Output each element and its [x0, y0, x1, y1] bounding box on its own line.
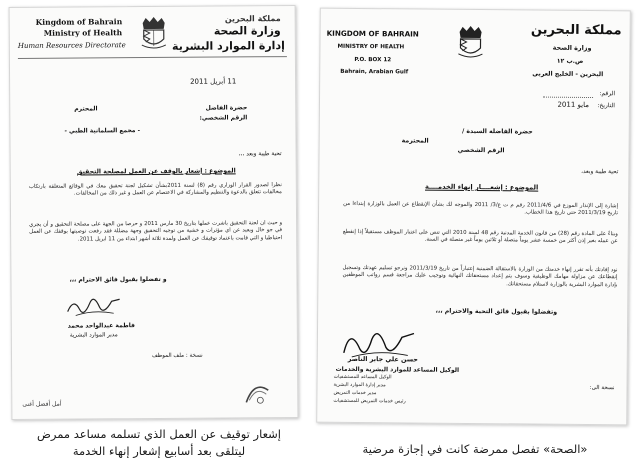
header-ar-line3: ص.ب ١٢: [556, 57, 584, 65]
ref-label: الرقم:: [599, 90, 616, 98]
cc-line: نسخة : ملف الموظف: [151, 352, 203, 360]
addressee-institution: - مجمع السلمانية الطبي -: [64, 127, 141, 135]
header-en-line1: KINGDOM OF BAHRAIN: [326, 28, 419, 39]
body-paragraph-2: وبناءً على المادة رقم (28) من قانون الخدمة المدنية رقم 48 لسنة 2010 التي تنص على اعتبار الموظف مستقيلاً إذا إنقطع عن عمله بغير إذن أكثر من خمسة عشر يوماً متصلة أو ثلاثين يوماً غير متصلة في السنة.: [342, 228, 618, 245]
bahrain-emblem-icon: [456, 24, 484, 60]
cc-item: مدير خدمات التمريض: [333, 390, 377, 397]
suspension-notice-letter: [9, 5, 299, 420]
addressee-honorific: حضرة الفاضلة السيدة /: [461, 127, 533, 136]
addressee-honorific: حضرة الفاضل: [205, 104, 248, 112]
subject-line: الموضوع : إشعــــار إنهاء الخدمــــة: [425, 182, 539, 192]
header-ar-line3: إدارة الموارد البشرية: [171, 39, 285, 53]
body-paragraph-2: و حيث ان لجنة التحقيق باشرت عملها بتاريخ 30 مارس 2011 و حرصا من الجهة على مصلحة التحقيق و أن يجري في جو خال وبعيد عن اي مؤثرات و خشية من توجيه التحقيق وجهة مضللة فقد رفعت توصيتها بوقفك عن العمل احتياطيا و التي قامت باعتماد توقيفك عن العمل ولمدة ثلاثة أشهر ابتداء من 11 ابريل 2011.: [29, 220, 283, 243]
header-en-line2: MINISTRY OF HEALTH: [337, 43, 405, 51]
header-ar-line1: مملكة البحرين: [530, 22, 622, 39]
caption-left-line2: ليتلقى بعد أسابيع إشعار إنهاء الخدمة: [72, 444, 246, 458]
header-ar-line4: البحرين - الخليج العربي: [532, 70, 604, 79]
addressee-personal-no: الرقم الشخصي: [457, 146, 505, 155]
header-en-line4: Bahrain, Arabian Gulf: [340, 68, 409, 76]
greeting: تحية طيبة وبعد،: [581, 168, 619, 176]
body-paragraph-1: نظرا لصدور القرار الوزاري رقم (8) لسنة 2011بشأن تشكيل لجنة تحقيق معك في الوقائع المتعلقة بارتكاب مخالفات تتعلق بالدعوة والتنظيم والمشاركة في الاعتصام عن العمل و غير ذلك من المخالفات.: [28, 182, 282, 197]
bahrain-emblem-icon: [140, 15, 168, 51]
body-paragraph-3: نود إفادتك بأنه تقرر إنهاء خدمتك من الوزارة بالاستقالة الضمنية إعتباراً من تاريخ 2011/3/19 ونرجو تسليم عهدتك وتسجيل إنقطاعك عن مزاولة مهامك الوظيفية وسوف يتم إعداد مستحقاتك النهائية وتوجيب عليك مراجعة قسم رواتب الموظفين بإدارة الموارد البشرية بالوزارة لاستلام مستحقاتك.: [342, 264, 618, 289]
header-divider: [18, 56, 287, 59]
greeting: تحية طيبة وبعد ،،،: [238, 151, 282, 158]
header-en-line1: Kingdom of Bahrain: [35, 17, 123, 27]
cc-item: مدير إدارة الموارد البشرية: [333, 382, 386, 389]
date-label: التاريخ:: [597, 102, 616, 110]
caption-left-line1: إشعار توقيف عن العمل الذي تسلمه مساعد ممرض: [37, 427, 281, 441]
footer-slogan: أمل أفضل أغنى: [22, 400, 62, 408]
letter-date: 11 أبريل 2011: [190, 77, 237, 86]
addressee-respected: المحترمة: [401, 137, 429, 145]
header-en-line3: Human Resources Directorate: [17, 41, 126, 50]
termination-notice-letter: [316, 8, 631, 426]
signatory-title: مدير الموارد البشرية: [69, 332, 118, 339]
signatory-name: فاطمة عبدالواحد محمد: [67, 322, 135, 330]
handwritten-signature-icon: [64, 289, 124, 323]
signatory-title: الوكيل المساعد للموارد البشرية والخدمات: [335, 365, 460, 374]
cc-title: نسخة الى:: [589, 385, 615, 392]
date-value: مايو 2011: [557, 100, 590, 110]
addressee-personal-no: الرقم الشخصي:: [199, 114, 248, 122]
closing-line: و تفضلوا بقبول فائق الاحترام ،،،: [69, 275, 167, 284]
caption-right: «الصحة» تفصل ممرضة كانت في إجازة مرضية: [362, 442, 588, 456]
ref-field: [543, 97, 593, 98]
subject-line: الموضوع : إشعار بالوقف عن العمل لمصلحة التحقيق: [77, 167, 236, 176]
addressee-respected: المحترم: [74, 105, 98, 113]
ministry-logo-icon: [240, 378, 274, 408]
header-ar-line2: وزارة الصحة: [552, 43, 592, 53]
signatory-name: حسن علي جابر الناصر: [347, 354, 418, 364]
header-ar-line1: مملكة البحرين: [224, 14, 281, 24]
cc-item: الوكيل المساعد للمستشفيات: [333, 374, 392, 381]
closing-line: وتفضلوا بقبول فائق التحية والاحترام ،،،: [435, 307, 558, 316]
cc-item: رئيس خدمات التمريض للمستشفيات: [333, 398, 406, 405]
header-ar-line2: وزارة الصحة: [213, 24, 281, 38]
body-paragraph-1: إشارة إلى الإنذار الموزع في 2011/4/6 رقم م ت ع/3/ 2011 والموجه لك بشأن الإنقطاع عن العمل بالوزارة إبتداءا من تاريخ 2011/3/19 حتى تاريخ هذا الخطاب.: [343, 200, 619, 217]
header-en-line3: P.O. BOX 12: [354, 56, 392, 64]
header-en-line2: Ministry of Health: [43, 28, 123, 38]
